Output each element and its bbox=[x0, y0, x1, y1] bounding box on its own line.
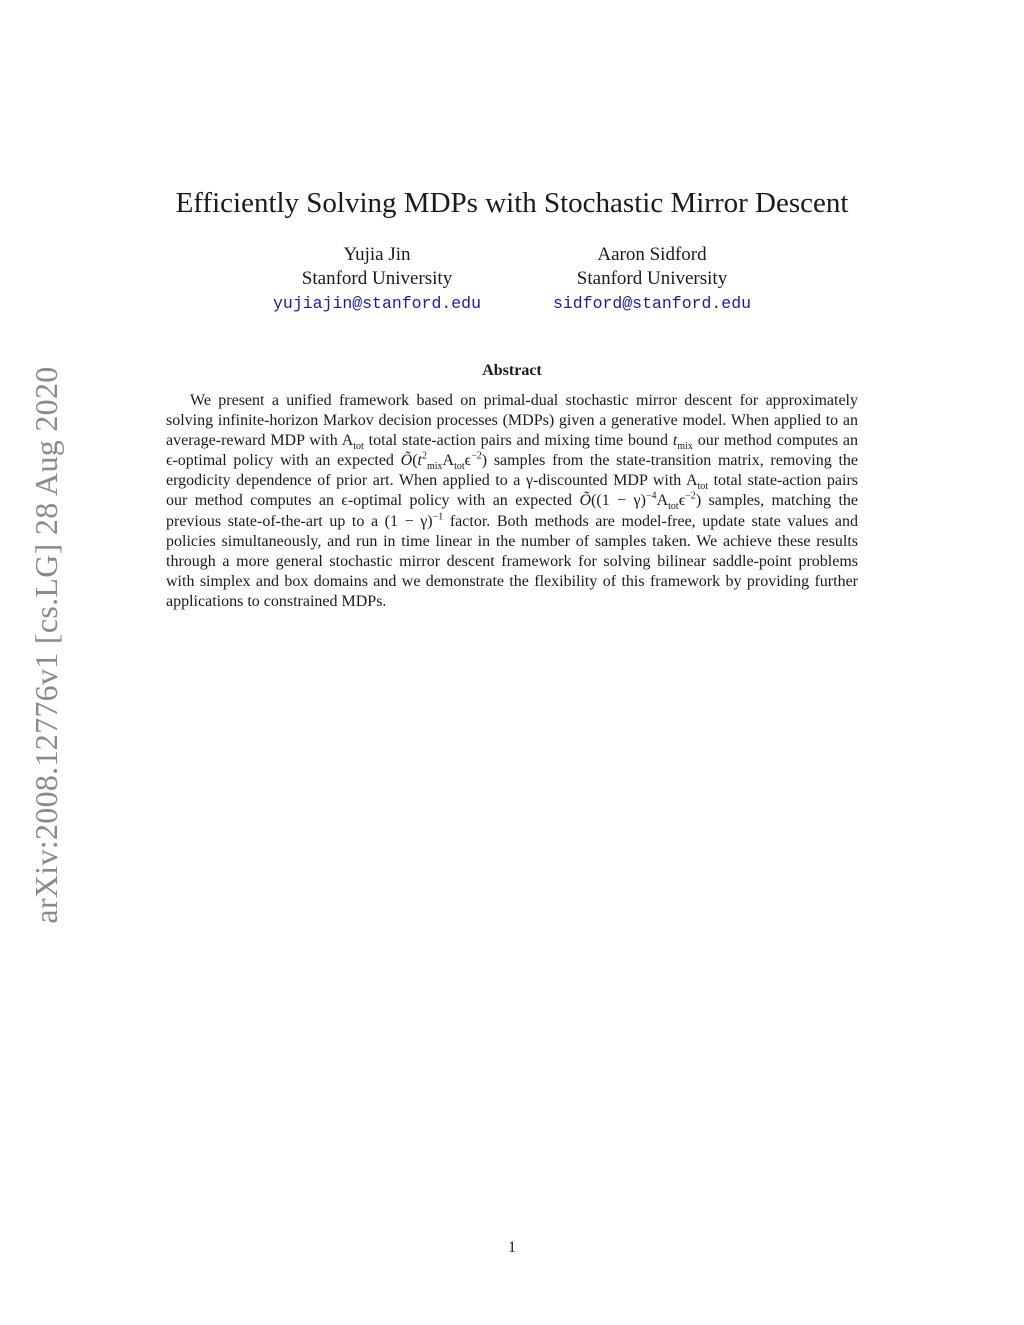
arxiv-identifier: arXiv:2008.12776v1 [cs.LG] 28 Aug 2020 bbox=[28, 366, 64, 924]
author-email[interactable]: sidford@stanford.edu bbox=[552, 294, 752, 313]
paper-title: Efficiently Solving MDPs with Stochastic Mirror Descent bbox=[175, 187, 849, 219]
author-block-2 bbox=[502, 243, 802, 317]
author-affiliation: Stanford University bbox=[301, 268, 453, 289]
author-affiliation: Stanford University bbox=[576, 268, 728, 289]
page-number: 1 bbox=[508, 1239, 516, 1256]
author-block-1 bbox=[227, 243, 527, 317]
author-name: Yujia Jin bbox=[343, 244, 411, 265]
abstract-heading: Abstract bbox=[482, 362, 542, 379]
author-email[interactable]: yujiajin@stanford.edu bbox=[273, 294, 481, 313]
author-name: Aaron Sidford bbox=[597, 244, 707, 265]
abstract-text: We present a unified framework based on primal-dual stochastic mirror descent for approximately solving infinite-horizon Markov decision processes (MDPs) given a generative model. When applied to an average-reward MDP with $A_{tot}$ total state-action pairs and mixing time bound $t_{mix}$ our method computes an ϵ-optimal policy with an expected $Õ(t^2_{mix}A_{tot}\epsilon^{-2})$ samples from the state-transition matrix, removing the ergodicity dependence of prior art. When applied to a γ-discounted MDP with $A_{tot}$ total state-action pairs our method computes an ϵ-optimal policy with an expected Õ((1 − $\gamma)^{-4}A_{tot}\epsilon^{-2}$) samples, matching the previous state-of-the-art up to a $(1 - \gamma)^{-1}$ factor. Both methods are model-free, update state values and policies simultaneously, and run in time linear in the number of samples taken. We achieve these results through a more general stochastic mirror descent framework for solving bilinear saddle-point problems with simplex and box domains and we demonstrate the flexibility of this framework by providing further applications to constrained MDPs. bbox=[166, 392, 859, 610]
